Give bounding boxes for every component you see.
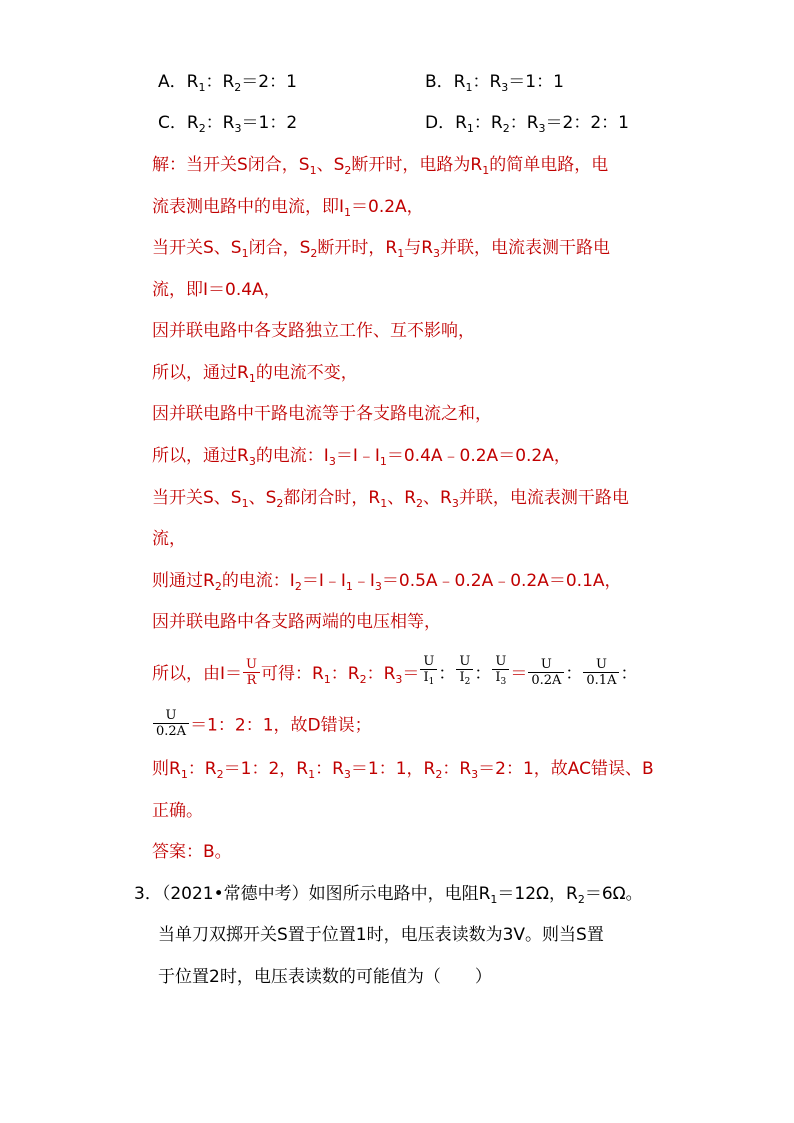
solution-line-10: 流， (152, 529, 186, 549)
solution-line-12: 因并联电路中各支路两端的电压相等， (152, 612, 441, 632)
fraction-u-over-i2: $\frac{U}{I_2}$ (456, 654, 473, 690)
solution-line-1: 解：当开关S闭合，$S_1$、$S_2$断开时，电路为$R_1$的简单电路，电 (152, 155, 609, 177)
solution-line-3: 当开关S、$S_1$闭合，$S_2$断开时，$R_1$与$R_3$并联，电流表测干路电 (152, 238, 611, 260)
solution-line-2: 流表测电路中的电流，即$I_1=0.2A$， (152, 197, 424, 219)
answer-line: 答案：B。 (152, 842, 232, 862)
solution-line-16: 正确。 (152, 801, 203, 821)
option-c: C．$R_2$：$R_3=1$：2 (158, 113, 298, 135)
solution-line-8: 所以，通过$R_3$的电流：$I_3=I﹣I_1=0.4A﹣0.2A=0.2A$， (152, 446, 571, 468)
question-3-line-2: 当单刀双掷开关S置于位置1时，电压表读数为3V。则当S置 (158, 925, 604, 945)
solution-formula-line: 所以，由I＝ $\frac{U}{R}$ 可得：$R_1$：$R_2$：$R_3=$ $\frac{U}{I_1}$ ： $\frac{U}{I_2}$ ： $\frac{U}{I_3}$ ＝ $\frac{U}{0.2A}$ ： $\frac{U}{0.1A}$ ： (152, 656, 637, 692)
solution-line-11: 则通过$R_2$的电流：$I_2=I﹣I_1﹣I_3=0.5A﹣0.2A﹣0.2A=0.1A$， (152, 571, 622, 593)
question-3-line-1: 3．（2021•常德中考）如图所示电路中，电阻$R_1=12\Omega$，$R_2=6\Omega$。 (134, 884, 643, 906)
option-b: B．$R_1$：$R_3=1$：1 (425, 72, 564, 94)
fraction-u-over-i1: $\frac{U}{I_1}$ (420, 654, 437, 690)
solution-line-14: $\frac{U}{0.2A}$ ＝1：2：1，故D错误； (152, 710, 372, 741)
solution-line-5: 因并联电路中各支路独立工作、互不影响， (152, 321, 475, 341)
option-a: A．$R_1$：$R_2=2$：1 (158, 72, 297, 94)
fraction-u-over-0-1a: $\frac{U}{0.1A}$ (583, 657, 619, 688)
option-d: D．$R_1$：$R_2$：$R_3=2$：2：1 (425, 113, 629, 135)
fraction-u-over-0-2a-2: $\frac{U}{0.2A}$ (153, 708, 189, 739)
solution-line-7: 因并联电路中干路电流等于各支路电流之和， (152, 404, 492, 424)
solution-line-15: 则$R_1$：$R_2=1$：2，$R_1$：$R_3=1$：1，$R_2$：$R_3=2$：1，故AC错误、B (152, 759, 654, 781)
solution-line-4: 流，即I＝0.4A， (152, 280, 281, 300)
question-3-line-3: 于位置2时，电压表读数的可能值为（ ） (158, 967, 492, 987)
fraction-u-over-0-2a: $\frac{U}{0.2A}$ (528, 657, 564, 688)
solution-line-9: 当开关S、$S_1$、$S_2$都闭合时，$R_1$、$R_2$、$R_3$并联，电流表测干路电 (152, 488, 629, 510)
solution-line-6: 所以，通过$R_1$的电流不变， (152, 363, 358, 385)
fraction-u-over-i3: $\frac{U}{I_3}$ (492, 654, 509, 690)
fraction-u-over-r: $\frac{U}{R}$ (243, 657, 260, 688)
